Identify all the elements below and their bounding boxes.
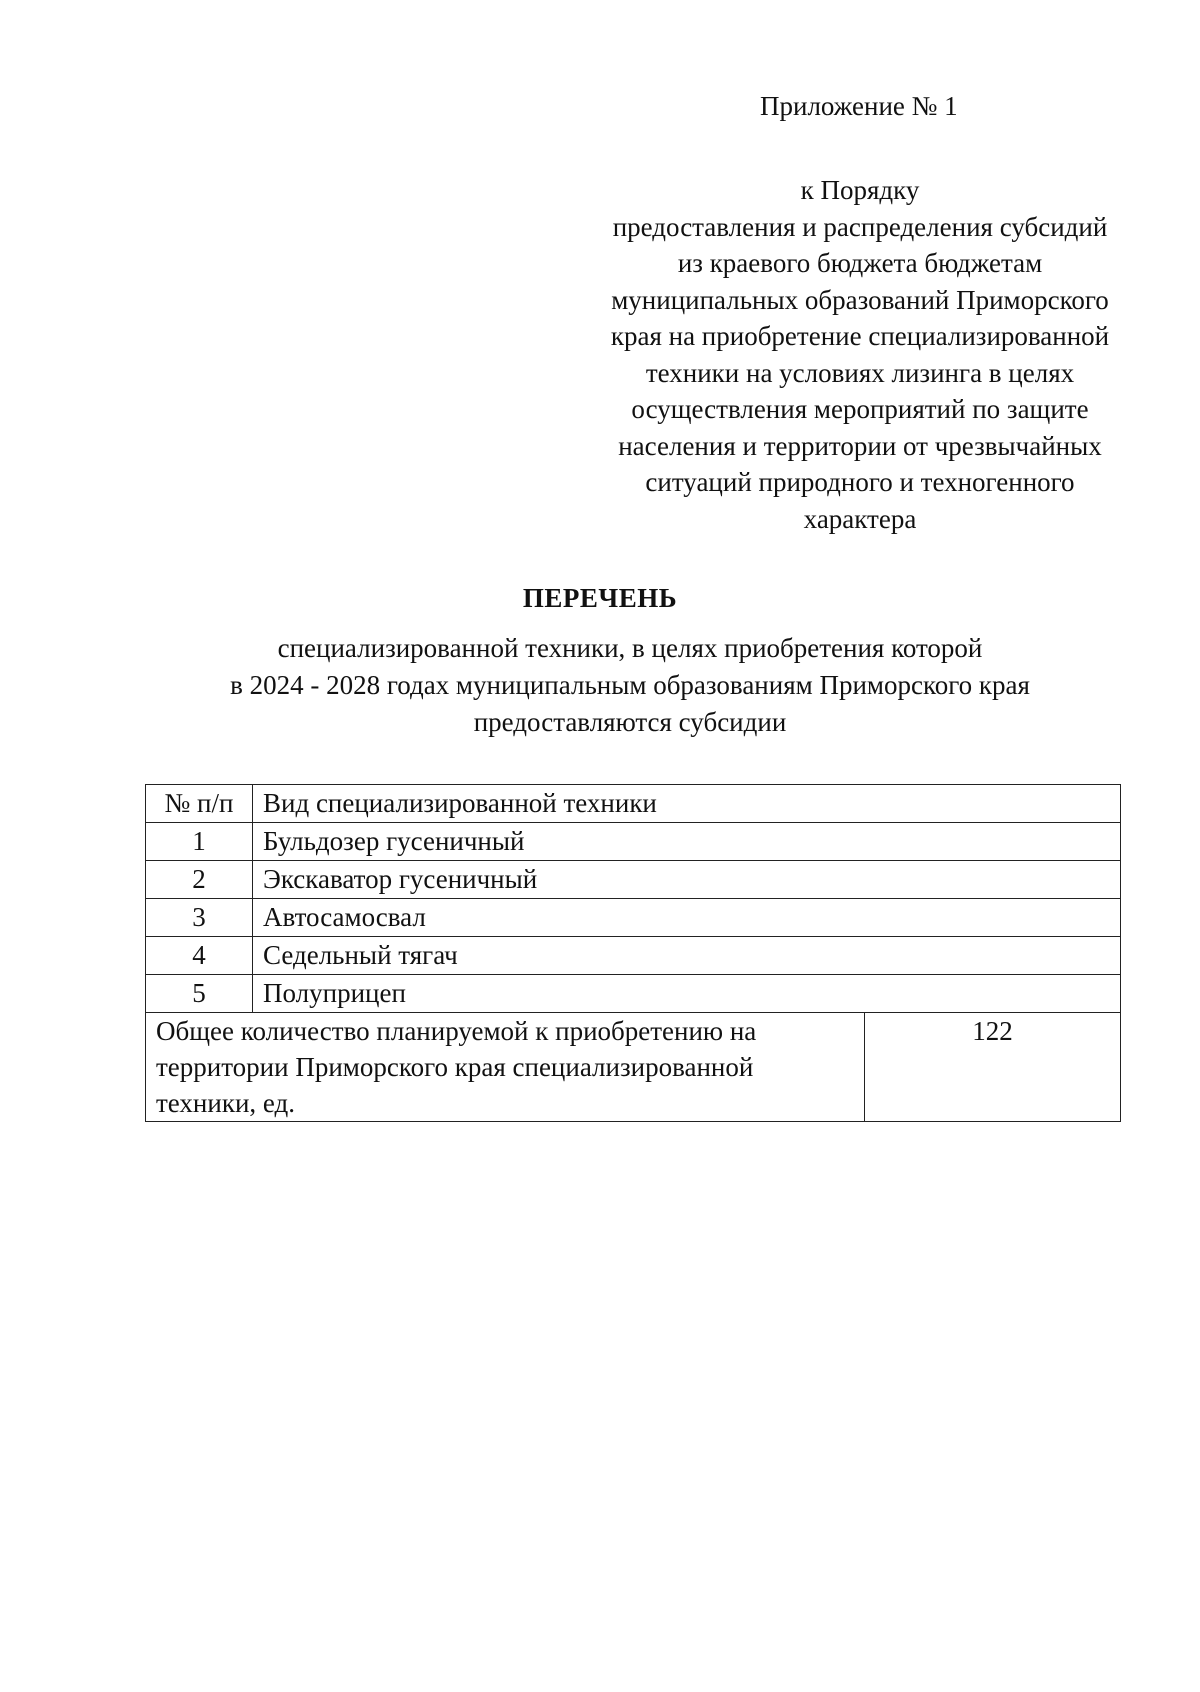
table-row	[146, 861, 1121, 899]
appendix-reference	[590, 172, 1130, 537]
header-type: Вид специализированной техники	[253, 785, 1121, 823]
document-subtitle	[150, 630, 1110, 741]
row-num: 5	[146, 975, 253, 1013]
appendix-line: характера	[803, 503, 917, 534]
appendix-line: из краевого бюджета бюджетам	[677, 248, 1043, 278]
appendix-line: ситуаций природного и техногенного	[645, 467, 1075, 497]
row-type: Седельный тягач	[253, 937, 1121, 975]
subtitle-line: в 2024 - 2028 годах муниципальным образованиям Приморского края	[230, 670, 1030, 700]
header-num: № п/п	[146, 785, 253, 823]
row-type: Бульдозер гусеничный	[253, 823, 1121, 861]
appendix-line: населения и территории от чрезвычайных	[618, 430, 1102, 461]
row-num: 1	[146, 823, 253, 861]
subtitle-line: предоставляются субсидии	[473, 707, 787, 737]
appendix-line: осуществления мероприятий по защите	[631, 394, 1089, 424]
row-type: Автосамосвал	[253, 899, 1121, 937]
table-row	[146, 975, 1121, 1013]
table-total-row	[146, 1013, 1121, 1122]
table-row	[146, 823, 1121, 861]
appendix-title: Приложение № 1	[760, 91, 958, 121]
appendix-line: к Порядку	[800, 175, 920, 205]
document-title: ПЕРЕЧЕНЬ	[522, 583, 678, 613]
row-num: 4	[146, 937, 253, 975]
row-num: 3	[146, 899, 253, 937]
equipment-table	[145, 784, 1121, 1122]
total-value: 122	[865, 1013, 1121, 1122]
appendix-line: техники на условиях лизинга в целях	[645, 357, 1075, 388]
total-label: Общее количество планируемой к приобретению на территории Приморского края специализированной техники, ед.	[146, 1013, 865, 1122]
row-type: Экскаватор гусеничный	[253, 861, 1121, 899]
table-row	[146, 937, 1121, 975]
appendix-line: предоставления и распределения субсидий	[612, 211, 1108, 242]
subtitle-line: специализированной техники, в целях приобретения которой	[277, 633, 983, 663]
row-type: Полуприцеп	[253, 975, 1121, 1013]
appendix-line: края на приобретение специализированной	[610, 321, 1110, 351]
row-num: 2	[146, 861, 253, 899]
table-row	[146, 899, 1121, 937]
table-header-row	[146, 785, 1121, 823]
appendix-line: муниципальных образований Приморского	[611, 284, 1109, 315]
